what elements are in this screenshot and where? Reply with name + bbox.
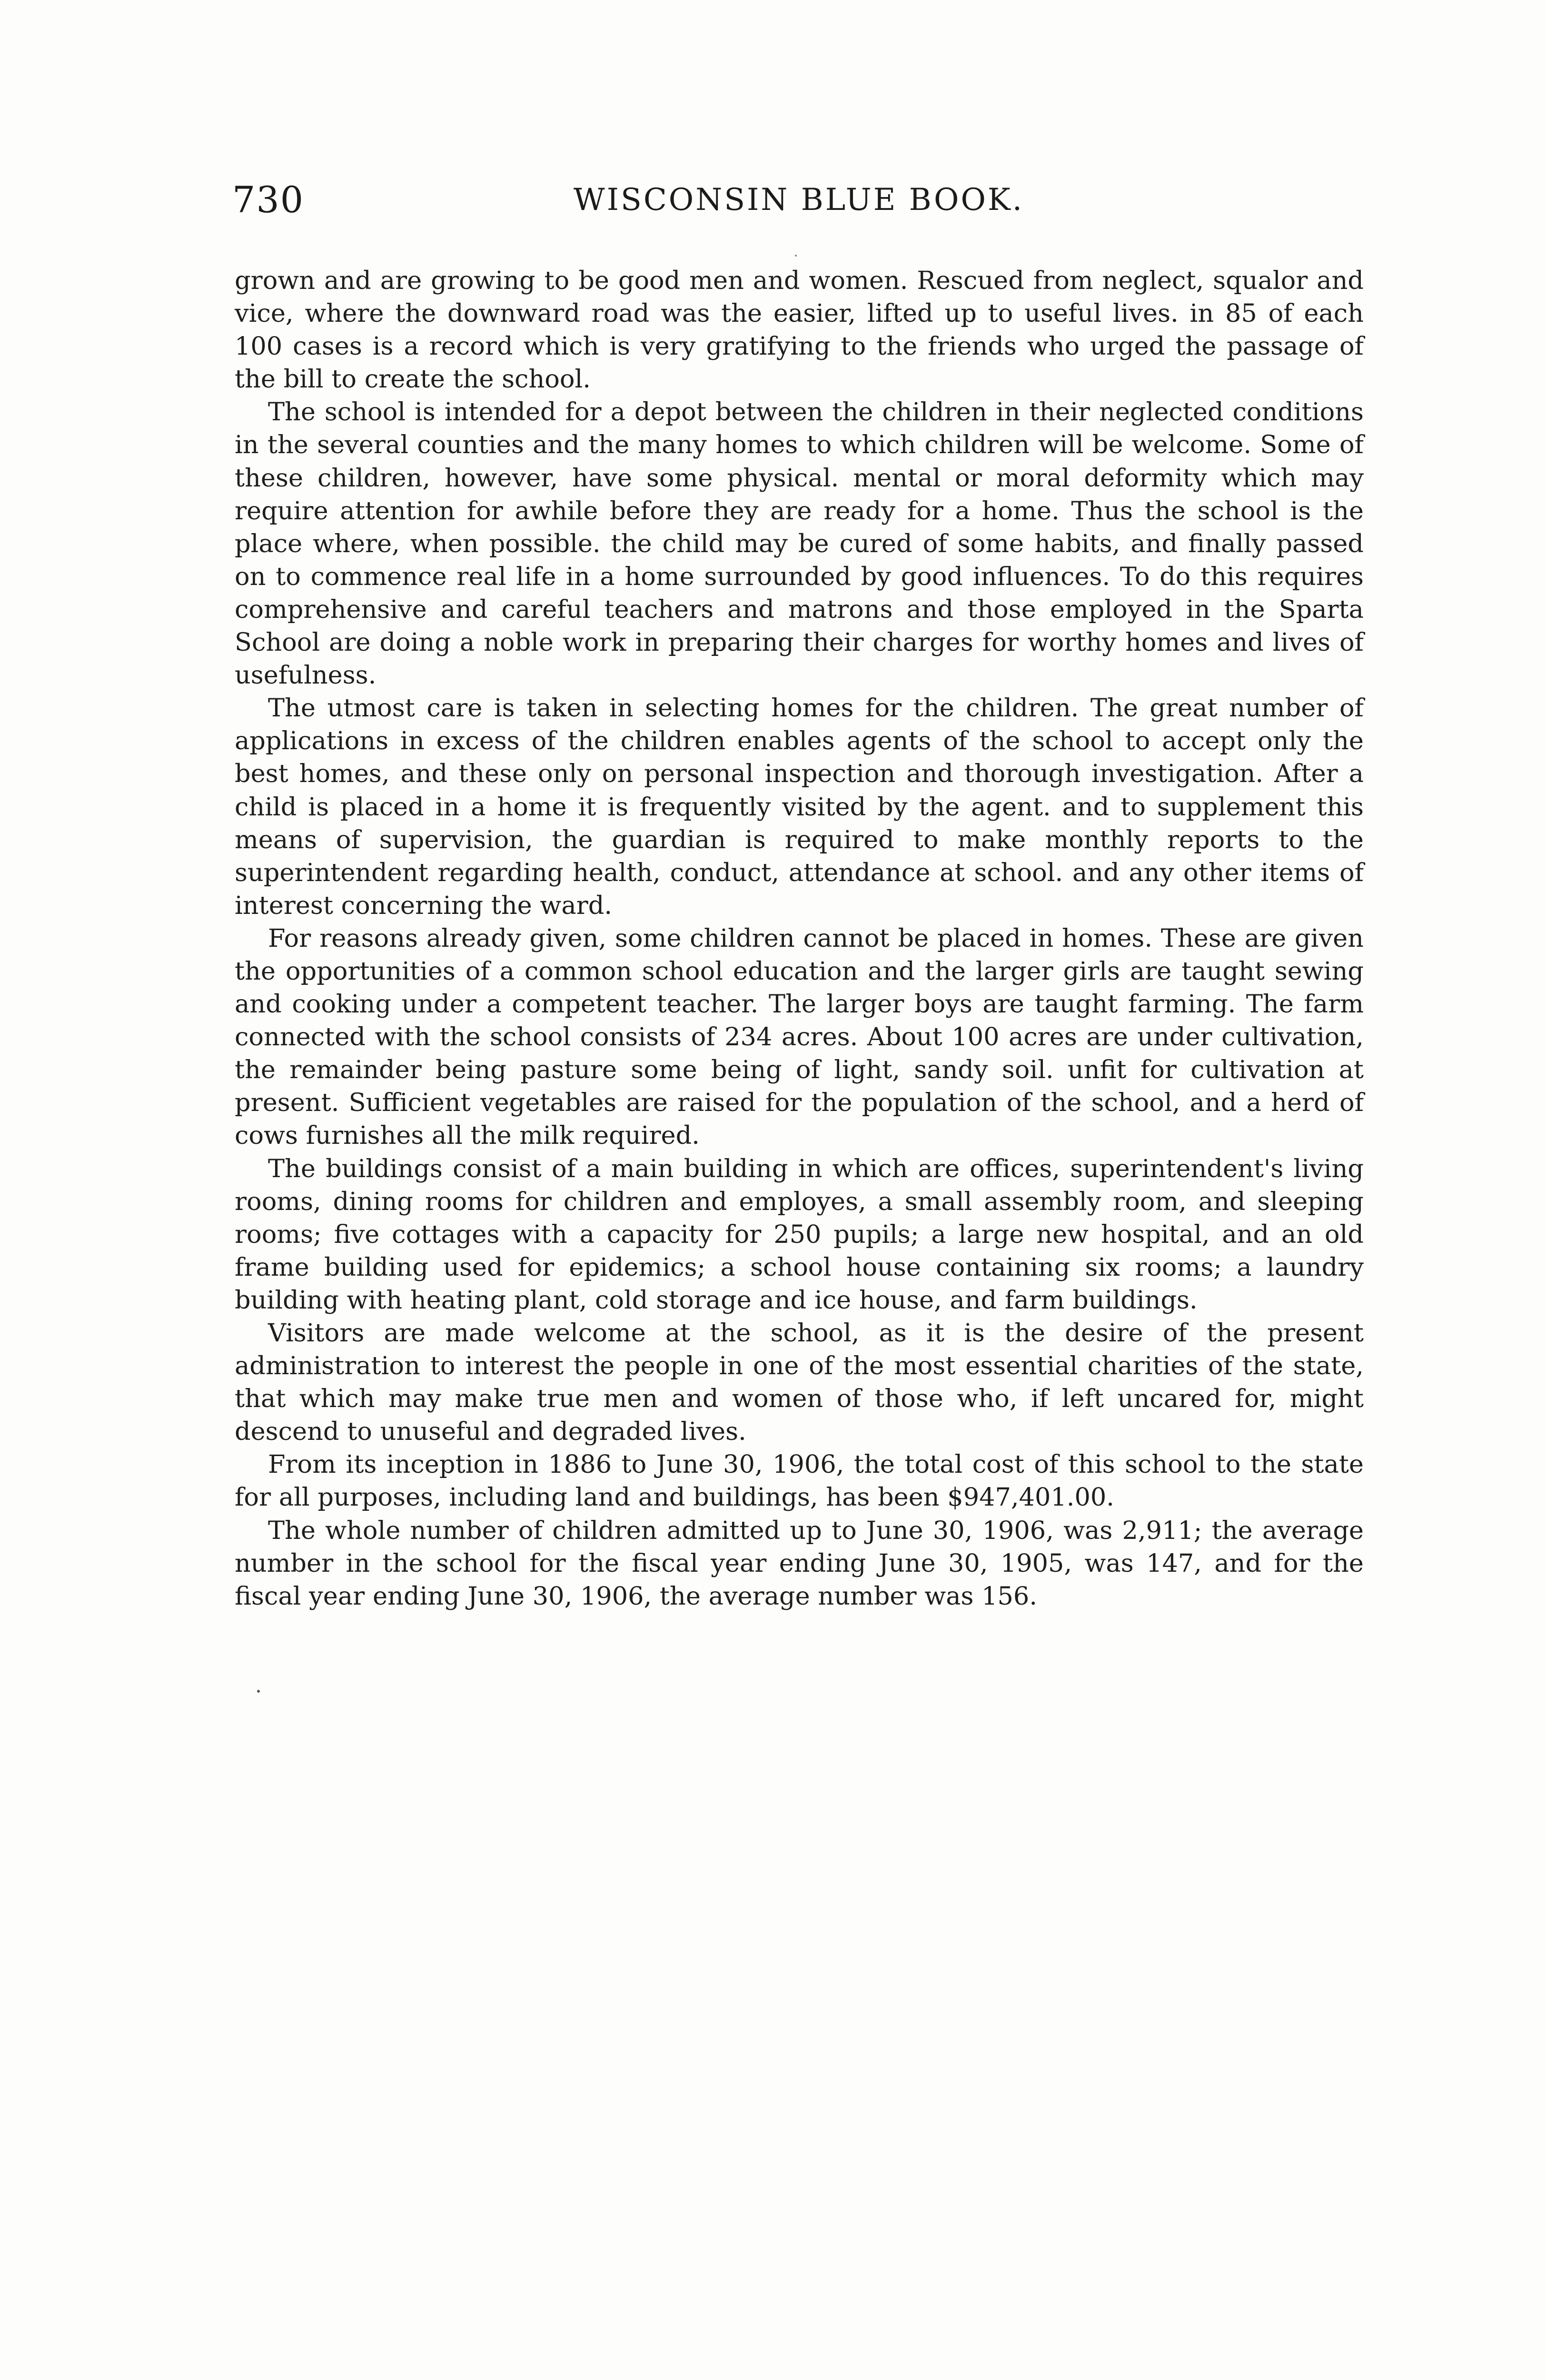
paragraph: The whole number of children admitted up to June 30, 1906, was 2,911; the average number in the school for the fiscal year ending June 30, 1905, was 147, and for the fiscal year ending June 30, 1906, the average number was 156. [235, 1516, 1364, 1611]
paragraph: Visitors are made welcome at the school, as it is the desire of the present administration to interest the people in one of the most essential charities of the state, that which may make true men and women of those who, if left uncared for, might descend to unuseful and degraded lives. [235, 1319, 1364, 1447]
ink-speck [257, 1690, 260, 1693]
running-head [232, 174, 1365, 226]
paragraph: The buildings consist of a main building in which are offices, superintendent's living rooms, dining rooms for children and employes, a small assembly room, and sleeping rooms; five cottages with a capacity for 250 pupils; a large new hospital, and an old frame building used for epidemics; a school house containing six rooms; a laundry building with heating plant, cold storage and ice house, and farm buildings. [235, 1154, 1364, 1315]
paragraph: From its inception in 1886 to June 30, 1906, the total cost of this school to the state for all purposes, including land and buildings, has been $947,401.00. [235, 1450, 1364, 1512]
ink-speck [795, 255, 797, 257]
page-header-title: WISCONSIN BLUE BOOK. [573, 182, 1024, 218]
paragraph: For reasons already given, some children cannot be placed in homes. These are given the opportunities of a common school education and the larger girls are taught sewing and cooking under a competent teacher. The larger boys are taught farming. The farm connected with the school consists of 234 acres. About 100 acres are under cultivation, the remainder being pasture some being of light, sandy soil. unfit for cultivation at present. Sufficient vegetables are raised for the population of the school, and a herd of cows furnishes all the milk required. [235, 923, 1364, 1150]
body-text [235, 264, 1364, 1613]
paragraph: The utmost care is taken in selecting homes for the children. The great number of applications in excess of the children enables agents of the school to accept only the best homes, and these only on personal inspection and thorough investigation. After a child is placed in a home it is frequently visited by the agent. and to supplement this means of supervision, the guardian is required to make monthly reports to the superintendent regarding health, conduct, attendance at school. and any other items of interest concerning the ward. [235, 694, 1364, 920]
paragraph: The school is intended for a depot between the children in their neglected conditions in the several counties and the many homes to which children will be welcome. Some of these children, however, have some physical. mental or moral deformity which may require attention for awhile before they are ready for a home. Thus the school is the place where, when possible. the child may be cured of some habits, and finally passed on to commence real life in a home surrounded by good influences. To do this requires comprehensive and careful teachers and matrons and those employed in the Sparta School are doing a noble work in preparing their charges for worthy homes and lives of usefulness. [235, 397, 1364, 690]
page-number: 730 [232, 178, 305, 221]
paragraph: grown and are growing to be good men and women. Rescued from neglect, squalor and vice, where the downward road was the easier, lifted up to useful lives. in 85 of each 100 cases is a record which is very gratifying to the friends who urged the passage of the bill to create the school. [235, 266, 1364, 394]
